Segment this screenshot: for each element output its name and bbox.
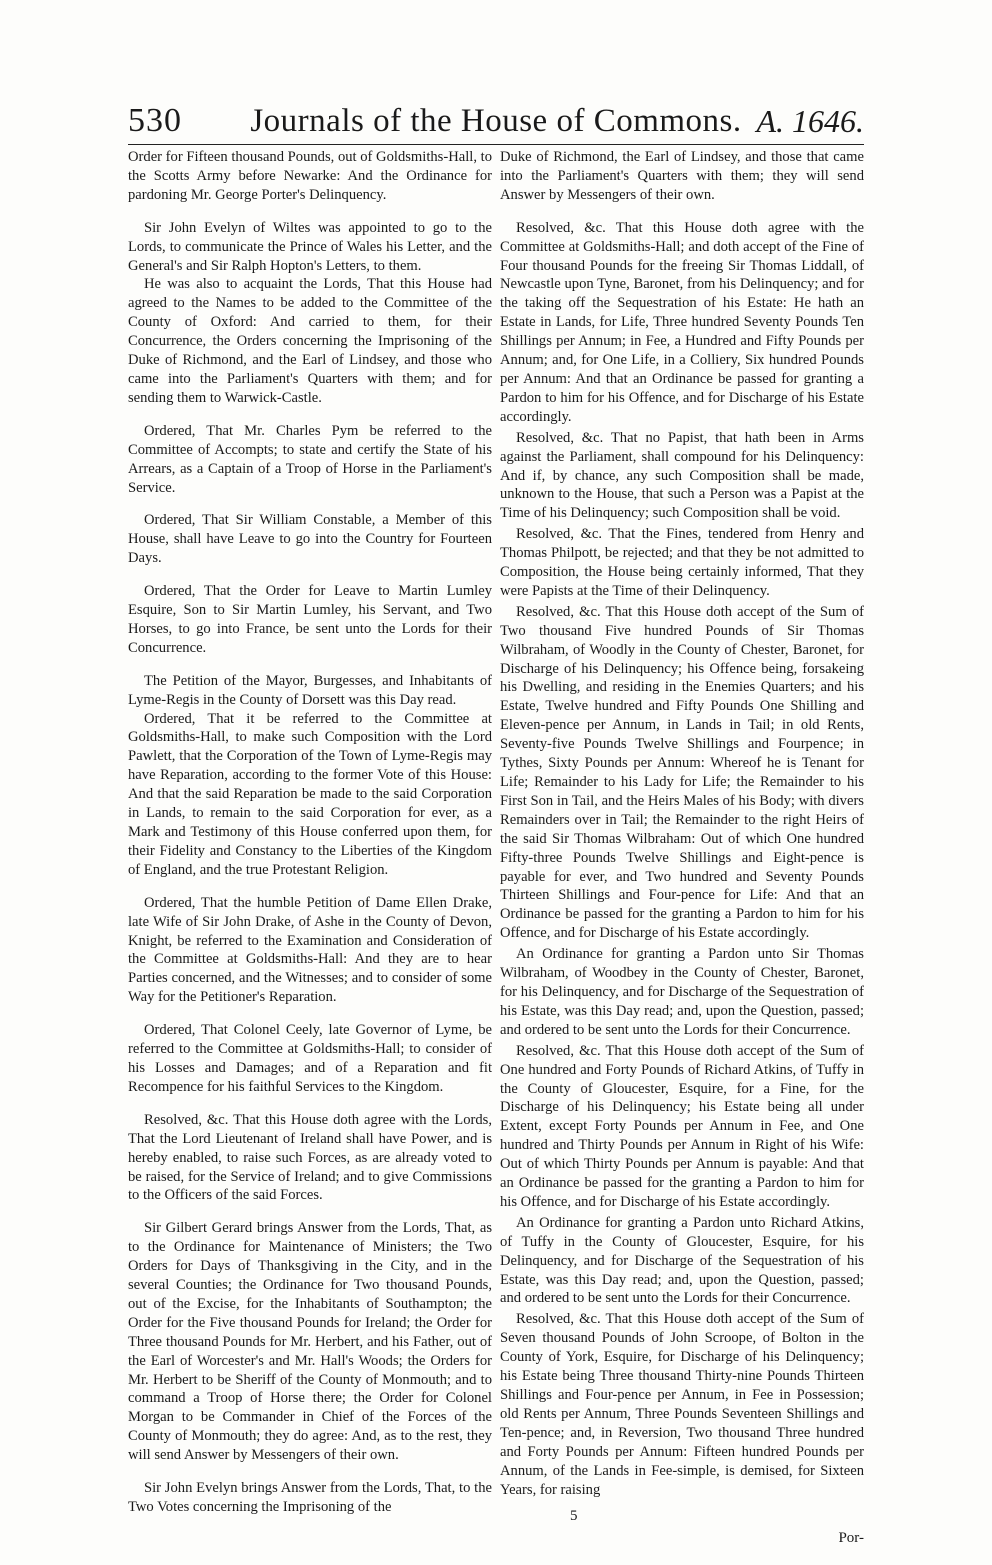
paragraph: Order for Fifteen thousand Pounds, out of Goldsmiths-Hall, to the Scotts Army before Newarke: And the Ordinance for pardoning Mr. George Porter's Delinquency.	[128, 149, 492, 203]
page-number: 530	[128, 102, 182, 139]
paragraph: He was also to acquaint the Lords, That this House had agreed to the Names to be added to the Committee of the County of Oxford: And carried to them, for their Concurrence, the Orders concerning the Imprisoning of the Duke of Richmond, and the Earl of Lindsey, and those who came into the Parliament's Quarters with them; and for sending them to Warwick-Castle.	[128, 276, 492, 406]
paragraph: Ordered, That Sir William Constable, a Member of this House, shall have Leave to go into the Country for Fourteen Days.	[128, 512, 492, 567]
year-heading: A. 1646.	[756, 103, 864, 139]
paragraph: Resolved, &c. That this House doth agree with the Committee at Goldsmiths-Hall; and doth accept of the Fine of Four thousand Pounds for the freeing Sir Thomas Liddall, of Newcastle upon Tyne, Baronet, from his Delinquency; and for the taking off the Sequestration of his Estate: He hath an Estate in Lands, for Life, Three hundred Seventy Pounds Ten Shillings per Annum; in Fee, a Hundred and Fifty Pounds per Annum; and, for One Life, in a Colliery, Six hundred Pounds per Annum: And that an Ordinance be passed for granting a Pardon to him for his Offence, and for Discharge of his Estate accordingly.	[500, 219, 864, 425]
running-header	[128, 98, 864, 145]
paragraph: Ordered, That Mr. Charles Pym be referred to the Committee of Accompts; to state and certify the State of his Arrears, as a Captain of a Troop of Horse in the Parliament's Service.	[128, 422, 492, 496]
paragraph: Ordered, That the Order for Leave to Martin Lumley Esquire, Son to Sir Martin Lumley, his Servant, and Two Horses, to go into France, be sent unto the Lords for their Concurrence.	[128, 583, 492, 656]
paragraph: Resolved, &c. That the Fines, tendered from Henry and Thomas Philpott, be rejected; and that they be not admitted to Composition, the House being certainly informed, That they were Papists at the Time of their Delinquency.	[500, 526, 864, 599]
signature-mark: 5	[570, 1508, 578, 1524]
paragraph: Sir John Evelyn brings Answer from the Lords, That, to the Two Votes concerning the Imprisoning of the	[128, 1480, 492, 1515]
paragraph: Resolved, &c. That this House doth agree with the Lords, That the Lord Lieutenant of Ireland shall have Power, and is hereby enabled, to raise such Forces, as are already voted to be raised, for the Service of Ireland; and to give Commissions to the Officers of the said Forces.	[128, 1111, 492, 1204]
catchword: Por-	[838, 1530, 864, 1546]
page-footer	[500, 1508, 864, 1546]
paragraph: Resolved, &c. That this House doth accept of the Sum of Two thousand Five hundred Pounds of Sir Thomas Wilbraham, of Woodly in the County of Chester, Baronet, for Discharge of his Delinquency; his Offence being, forsakeing his Dwelling, and residing in the Enemies Quarters; and his Estate, Twelve hundred and Fifty Pounds One Shilling and Eleven-pence per Annum, in Lands in Tail; in old Rents, Seventy-five Pounds Twelve Shillings and Fourpence; in Tythes, Sixty Pounds per Annum: Whereof he is Tenant for Life; Remainder to his Lady for Life; the Remainder to his First Son in Tail, and the Heirs Males of his Body; with divers Remainders over in Tail; the Remainder to the right Heirs of the said Sir Thomas Wilbraham: Out of which One hundred Fifty-three Pounds Twelve Shillings and Eight-pence is payable for ever, and Two hundred and Seventy Pounds Thirteen Shillings and Four-pence for Life: And that an Ordinance be passed for the granting a Pardon to him for his Offence, and for Discharge of his Estate accordingly.	[500, 603, 864, 942]
paragraph: Ordered, That Colonel Ceely, late Governor of Lyme, be referred to the Committee at Goldsmiths-Hall; to consider of his Losses and Damages; and of a Reparation and fit Recompence for his faithful Services to the Kingdom.	[128, 1022, 492, 1095]
paragraph: Ordered, That it be referred to the Committee at Goldsmiths-Hall, to make such Composition with the Lord Pawlett, that the Corporation of the Town of Lyme-Regis may have Reparation, according to the former Vote of this House: And that the said Reparation be made to the said Corporation in Lands, to remain to the said Corporation for ever, as a Mark and Testimony of this House conferred upon them, for their Fidelity and Constancy to the Liberties of the Kingdom of England, and the true Protestant Religion.	[128, 710, 492, 878]
left-column	[128, 148, 492, 1517]
paragraph: The Petition of the Mayor, Burgesses, and Inhabitants of Lyme-Regis in the County of Dorsett was this Day read.	[128, 672, 492, 708]
paragraph: An Ordinance for granting a Pardon unto Richard Atkins, of Tuffy in the County of Gloucester, Esquire, for his Delinquency, and for Discharge of the Sequestration of his Estate, was this Day read; and, upon the Question, passed; and ordered to be sent unto the Lords for their Concurrence.	[500, 1214, 864, 1307]
paragraph: Duke of Richmond, the Earl of Lindsey, and those that came into the Parliament's Quarters with them; they will send Answer by Messengers of their own.	[500, 149, 864, 203]
paragraph: Sir Gilbert Gerard brings Answer from the Lords, That, as to the Ordinance for Maintenance of Ministers; the Two Orders for Days of Thanksgiving in the City, and in the several Counties; the Ordinance for Two thousand Pounds, out of the Excise, for the Inhabitants of Southampton; the Order for the Five thousand Pounds for Ireland; the Order for Three thousand Pounds for Mr. Herbert, and his Father, out of the Earl of Worcester's and Mr. Hall's Woods; the Orders for Mr. Herbert to be Sheriff of the County of Monmouth; and to command a Troop of Horse there; the Order for Colonel Morgan to be Commander in Chief of the Forces of the County of Monmouth; they do agree: And, as to the rest, they will send Answer by Messengers of their own.	[128, 1220, 492, 1464]
paragraph: An Ordinance for granting a Pardon unto Sir Thomas Wilbraham, of Woodbey in the County of Chester, Baronet, for his Delinquency, and for Discharge of the Sequestration of his Estate, was this Day read; and, upon the Question, passed; and ordered to be sent unto the Lords for their Concurrence.	[500, 946, 864, 1038]
running-title: Journals of the House of Commons.	[250, 103, 742, 139]
right-column	[500, 148, 864, 1499]
paragraph: Resolved, &c. That no Papist, that hath been in Arms against the Parliament, shall compound for his Delinquency: And if, by chance, any such Composition shall be made, unknown to the House, that such a Person was a Papist at the Time of his Delinquency; such Composition shall be void.	[500, 429, 864, 522]
paragraph: Ordered, That the humble Petition of Dame Ellen Drake, late Wife of Sir John Drake, of Ashe in the County of Devon, Knight, be referred to the Examination and Consideration of the Committee at Goldsmiths-Hall: And they are to hear Parties concerned, and the Witnesses; and to consider of some Way for the Petitioner's Reparation.	[128, 894, 492, 1006]
paragraph: Resolved, &c. That this House doth accept of the Sum of Seven thousand Pounds of John Scroope, of Bolton in the County of York, Esquire, for Discharge of his Delinquency; his Estate being Three thousand Thirty-nine Pounds Thirteen Shillings and Four-pence per Annum, in Fee in Possession; old Rents per Annum, Three Pounds Seventeen Shillings and Ten-pence; and, in Reversion, Two thousand Three hundred and Forty Pounds per Annum: Fifteen hundred Pounds per Annum, of the Lands in Fee-simple, is demised, for Sixteen Years, for raising	[500, 1311, 864, 1498]
paragraph: Resolved, &c. That this House doth accept of the Sum of One hundred and Forty Pounds of Richard Atkins, of Tuffy in the County of Gloucester, Esquire, for a Fine, for the Discharge of his Delinquency; his Estate being all under Extent, except Forty Pounds per Annum in Fee, and One hundred and Thirty Pounds per Annum in Right of his Wife: Out of which Thirty Pounds per Annum is payable: And that an Ordinance be passed for the granting a Pardon to him for his Offence, and for Discharge of his Estate accordingly.	[500, 1042, 864, 1210]
paragraph: Sir John Evelyn of Wiltes was appointed to go to the Lords, to communicate the Prince of Wales his Letter, and the General's and Sir Ralph Hopton's Letters, to them.	[128, 219, 492, 274]
